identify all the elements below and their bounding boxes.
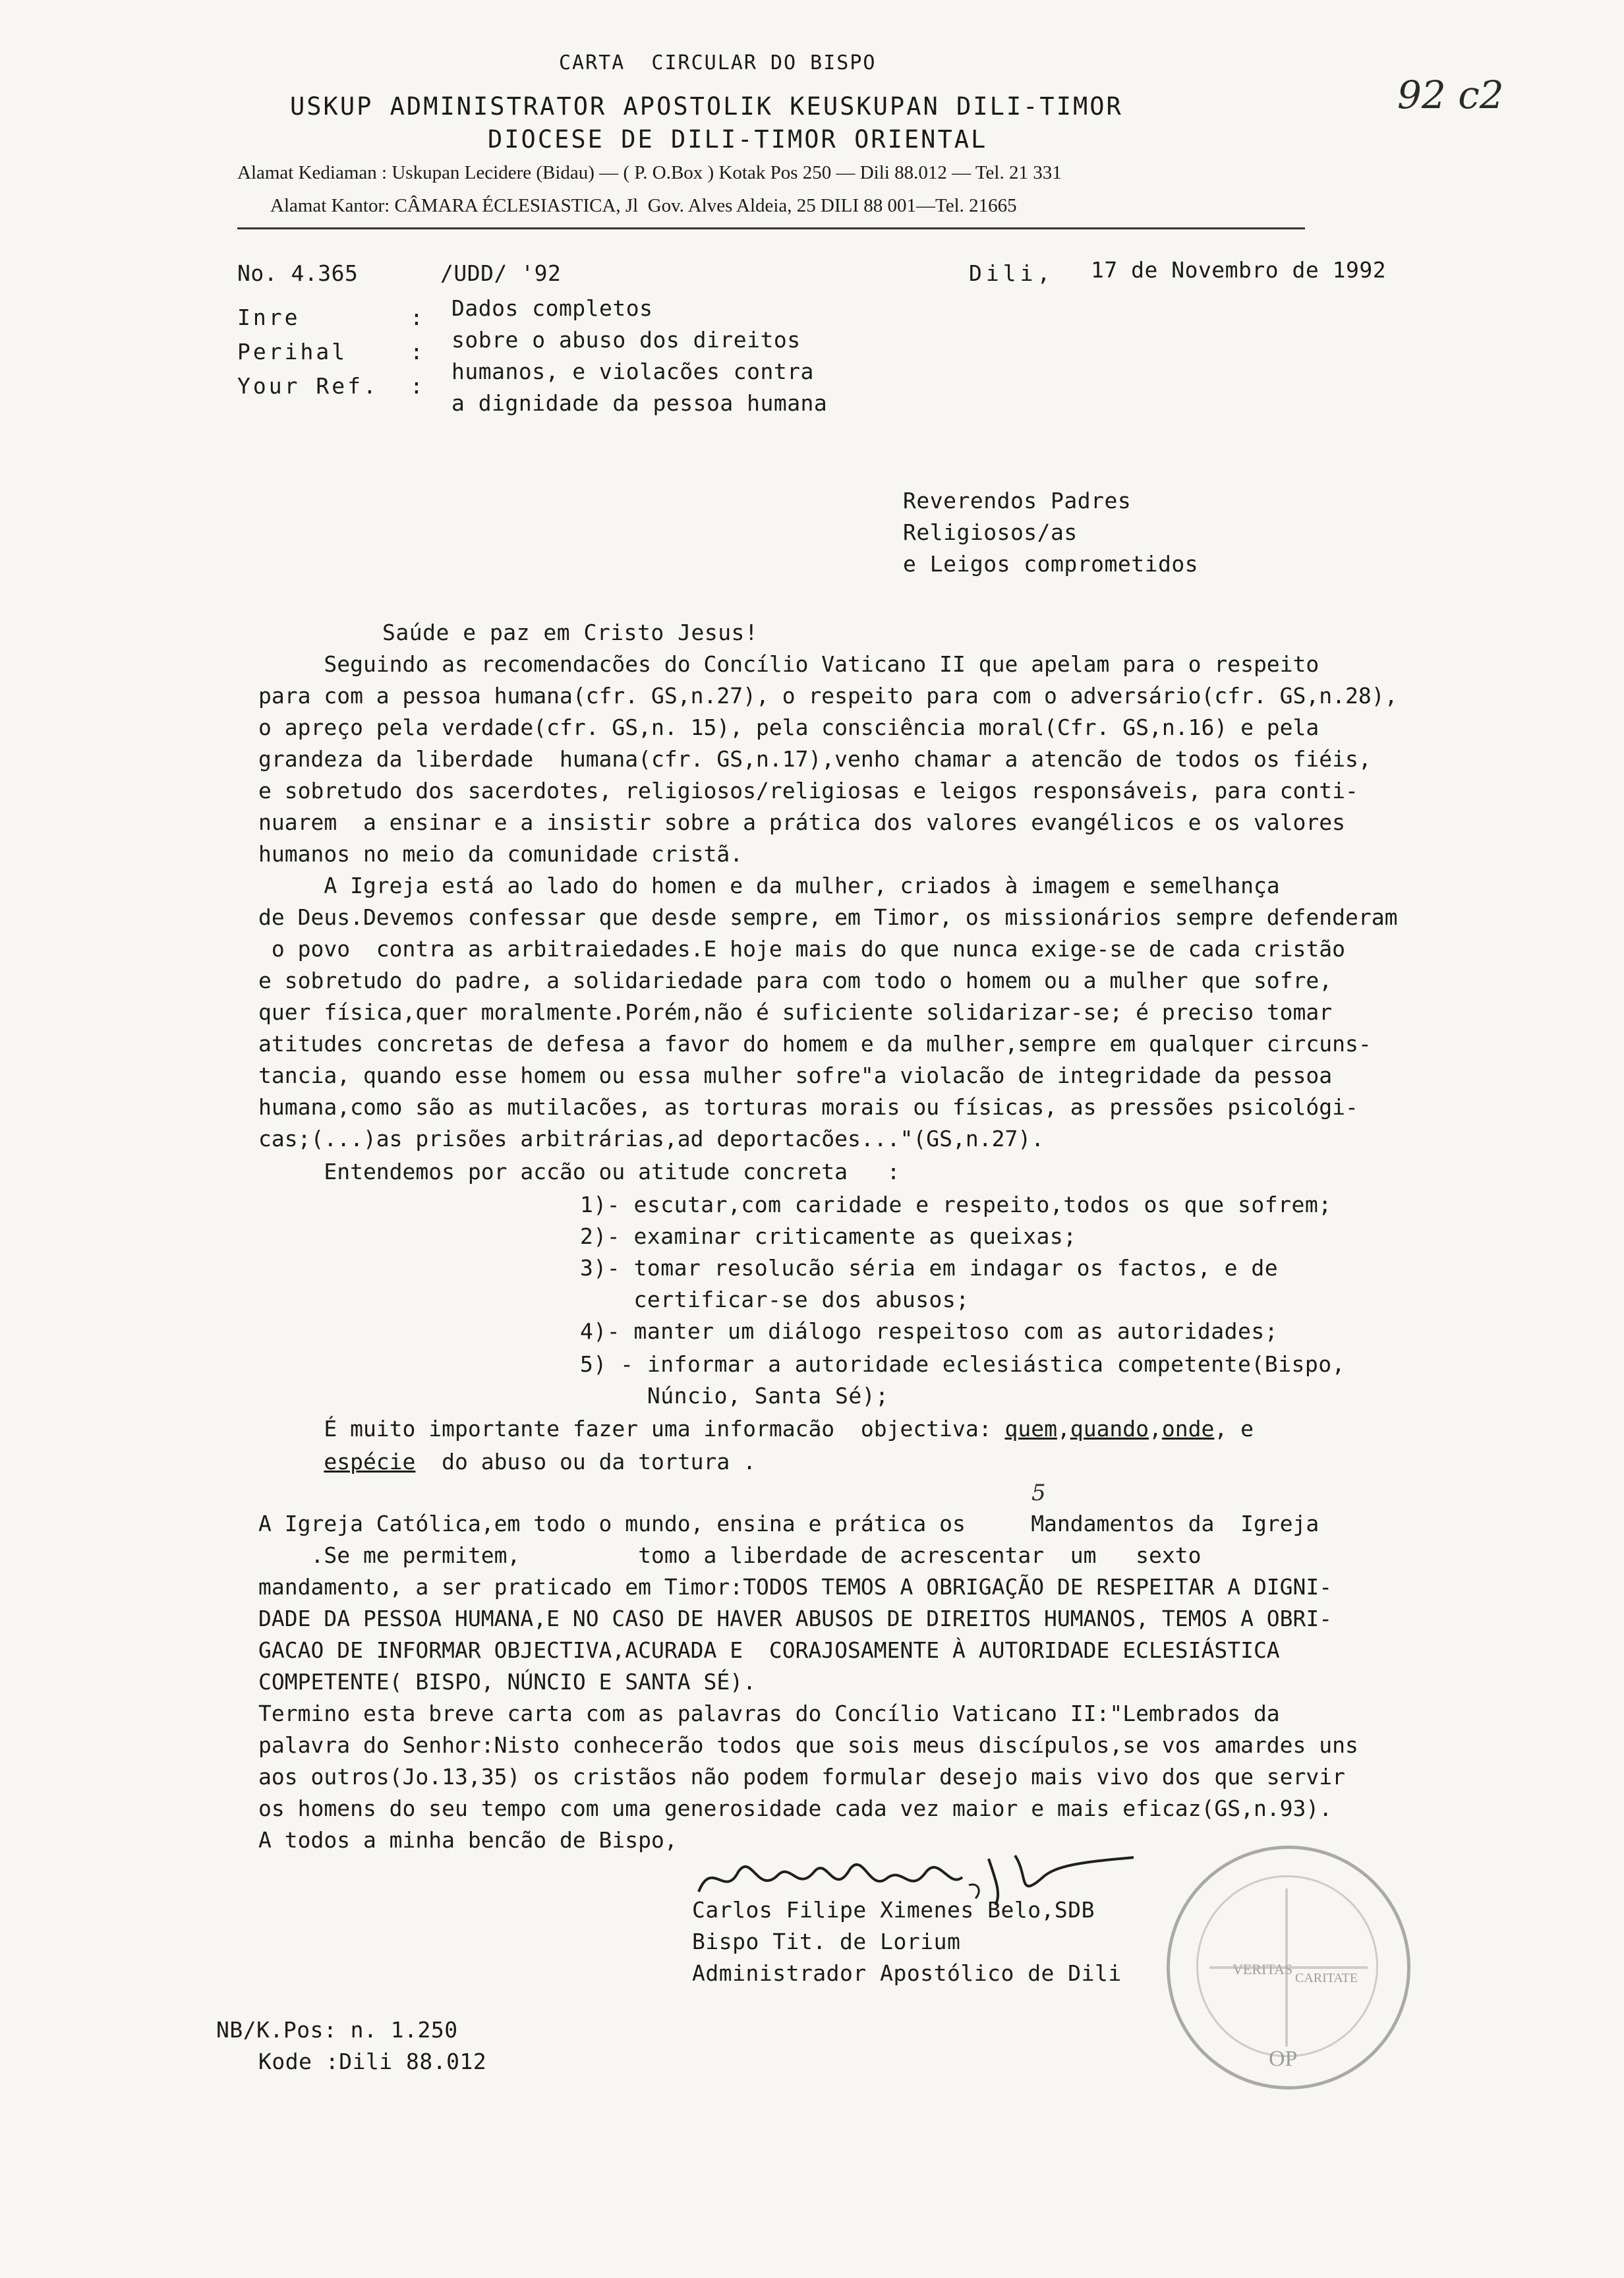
udd-code: /UDD/ '92 bbox=[440, 260, 562, 286]
text-line: atitudes concretas de defesa a favor do homem e da mulher,sempre em qualquer circuns- bbox=[258, 1031, 1372, 1057]
list-item: certificar-se dos abusos; bbox=[580, 1287, 970, 1312]
subject-line: Dados completos bbox=[451, 295, 653, 321]
text-line: grandeza da liberdade humana(cfr. GS,n.17),venho chamar a atencão de todos os fiéis, bbox=[258, 746, 1372, 772]
text-line: A todos a minha bencão de Bispo, bbox=[258, 1827, 678, 1853]
text-line: quer física,quer moralmente.Porém,não é suficiente solidarizar-se; é preciso tomar bbox=[258, 999, 1333, 1025]
diocese-title: DIOCESE DE DILI-TIMOR ORIENTAL bbox=[488, 125, 988, 154]
handwritten-five: 5 bbox=[1031, 1480, 1046, 1506]
text-line: para com a pessoa humana(cfr. GS,n.27), o respeito para com o adversário(cfr. GS,n.28), bbox=[258, 683, 1398, 709]
underlined-word: espécie bbox=[324, 1449, 416, 1475]
text-line: GACAO DE INFORMAR OBJECTIVA,ACURADA E CORAJOSAMENTE À AUTORIDADE ECLESIÁSTICA bbox=[258, 1637, 1280, 1663]
list-item: 4)- manter um diálogo respeitoso com as autoridades; bbox=[580, 1318, 1279, 1344]
actions-intro: Entendemos por accão ou atitude concreta : bbox=[258, 1159, 900, 1184]
letter-date: 17 de Novembro de 1992 bbox=[1091, 257, 1387, 283]
text-line: aos outros(Jo.13,35) os cristãos não podem formular desejo mais vivo dos que servir bbox=[258, 1764, 1346, 1790]
seal-text: CARITATE bbox=[1295, 1971, 1358, 1985]
official-seal bbox=[1167, 1846, 1410, 2089]
text-line: humanos no meio da comunidade cristã. bbox=[258, 841, 743, 867]
text-segment: , e bbox=[1214, 1416, 1254, 1442]
postal-box-note: NB/K.Pos: n. 1.250 bbox=[216, 2017, 458, 2043]
underlined-word: quem bbox=[1004, 1416, 1057, 1442]
underlined-word: onde bbox=[1161, 1416, 1215, 1442]
addressee-line: e Leigos comprometidos bbox=[903, 551, 1199, 577]
text-line: COMPETENTE( BISPO, NÚNCIO E SANTA SÉ). bbox=[258, 1669, 756, 1695]
text-segment: , bbox=[1149, 1416, 1162, 1442]
signatory-name: Carlos Filipe Ximenes Belo,SDB bbox=[692, 1897, 1095, 1923]
text-line: o apreço pela verdade(cfr. GS,n. 15), pela consciência moral(Cfr. GS,n.16) e pela bbox=[258, 715, 1320, 740]
colon: : bbox=[410, 305, 424, 330]
list-item: Núncio, Santa Sé); bbox=[580, 1383, 889, 1409]
text-line: de Deus.Devemos confessar que desde sempre, em Timor, os missionários sempre defenderam bbox=[258, 904, 1398, 930]
colon: : bbox=[410, 339, 424, 365]
place: Dili, bbox=[969, 260, 1055, 286]
subject-line: humanos, e violacões contra bbox=[451, 359, 814, 384]
seal-cross-horizontal bbox=[1209, 1966, 1368, 1969]
text-line: Seguindo as recomendacões do Concílio Vaticano II que apelam para o respeito bbox=[258, 651, 1320, 677]
text-segment: , bbox=[1057, 1416, 1070, 1442]
signatory-role: Administrador Apostólico de Dili bbox=[692, 1960, 1122, 1986]
addressee-line: Reverendos Padres bbox=[903, 488, 1132, 513]
text-line: palavra do Senhor:Nisto conhecerão todos que sois meus discípulos,se vos amardes uns bbox=[258, 1732, 1358, 1758]
text-line: tancia, quando esse homem ou essa mulher sofre"a violacão de integridade da pessoa bbox=[258, 1063, 1333, 1088]
objectivity-note-cont bbox=[258, 1449, 756, 1475]
subject-line: sobre o abuso dos direitos bbox=[451, 327, 801, 353]
label-inre: Inre bbox=[237, 305, 301, 330]
label-perihal: Perihal bbox=[237, 339, 348, 365]
text-line: DADE DA PESSOA HUMANA,E NO CASO DE HAVER ABUSOS DE DIREITOS HUMANOS, TEMOS A OBRI- bbox=[258, 1606, 1333, 1631]
colon: : bbox=[410, 373, 424, 399]
text-line: cas;(...)as prisões arbitrárias,ad deportacões..."(GS,n.27). bbox=[258, 1126, 1045, 1152]
text-line: Termino esta breve carta com as palavras do Concílio Vaticano II:"Lembrados da bbox=[258, 1701, 1280, 1726]
home-address: Alamat Kediaman : Uskupan Lecidere (Bidau) — ( P. O.Box ) Kotak Pos 250 — Dili 88.012 — Tel. 21 331 bbox=[237, 162, 1062, 183]
text-line: A Igreja Católica,em todo o mundo, ensina e prática os Mandamentos da Igreja bbox=[258, 1511, 1320, 1536]
text-segment: É muito importante fazer uma informacão objectiva: bbox=[258, 1416, 1005, 1442]
subject-line: a dignidade da pessoa humana bbox=[451, 390, 828, 416]
text-line: humana,como são as mutilacões, as torturas morais ou físicas, as pressões psicológi- bbox=[258, 1094, 1358, 1120]
addressee-line: Religiosos/as bbox=[903, 519, 1078, 545]
underlined-word: quando bbox=[1070, 1416, 1149, 1442]
handwritten-reference: 92 c2 bbox=[1397, 73, 1504, 117]
text-line: e sobretudo do padre, a solidariedade para com todo o homem ou a mulher que sofre, bbox=[258, 968, 1333, 993]
list-item: 1)- escutar,com caridade e respeito,todos os que sofrem; bbox=[580, 1192, 1332, 1217]
greeting: Saúde e paz em Cristo Jesus! bbox=[382, 620, 759, 645]
signatory-title: Bispo Tit. de Lorium bbox=[692, 1929, 961, 1954]
text-segment: do abuso ou da tortura . bbox=[415, 1449, 756, 1475]
letterhead-divider bbox=[237, 227, 1305, 229]
list-item: 3)- tomar resolucão séria em indagar os factos, e de bbox=[580, 1255, 1279, 1281]
text-segment bbox=[258, 1449, 324, 1475]
seal-text: OP bbox=[1269, 2047, 1298, 2071]
list-item: 5) - informar a autoridade eclesiástica competente(Bispo, bbox=[580, 1351, 1345, 1377]
office-address: Alamat Kantor: CÂMARA ÉCLESIASTICA, Jl Gov. Alves Aldeia, 25 DILI 88 001—Tel. 21665 bbox=[270, 195, 1017, 216]
letter-number: No. 4.365 bbox=[237, 260, 359, 286]
text-line: nuarem a ensinar e a insistir sobre a prática dos valores evangélicos e os valores bbox=[258, 809, 1346, 835]
text-line: A Igreja está ao lado do homen e da mulher, criados à imagem e semelhança bbox=[258, 873, 1280, 898]
text-line: mandamento, a ser praticado em Timor:TODOS TEMOS A OBRIGAÇÃO DE RESPEITAR A DIGNI- bbox=[258, 1574, 1333, 1600]
letter-type-heading: CARTA CIRCULAR DO BISPO bbox=[559, 51, 877, 74]
text-line: o povo contra as arbitraiedades.E hoje mais do que nunca exige-se de cada cristão bbox=[258, 936, 1346, 962]
organization-title: USKUP ADMINISTRATOR APOSTOLIK KEUSKUPAN DILI-TIMOR bbox=[290, 92, 1123, 121]
label-your-ref: Your Ref. bbox=[237, 373, 379, 399]
text-line: .Se me permitem, tomo a liberdade de acrescentar um sexto bbox=[258, 1542, 1202, 1568]
seal-text: VERITAS bbox=[1232, 1961, 1293, 1977]
postal-code-note: Kode :Dili 88.012 bbox=[258, 2049, 487, 2074]
text-line: e sobretudo dos sacerdotes, religiosos/religiosas e leigos responsáveis, para conti- bbox=[258, 778, 1358, 803]
text-line: os homens do seu tempo com uma generosidade cada vez maior e mais eficaz(GS,n.93). bbox=[258, 1796, 1333, 1821]
objectivity-note bbox=[258, 1416, 1254, 1442]
list-item: 2)- examinar criticamente as queixas; bbox=[580, 1223, 1077, 1249]
